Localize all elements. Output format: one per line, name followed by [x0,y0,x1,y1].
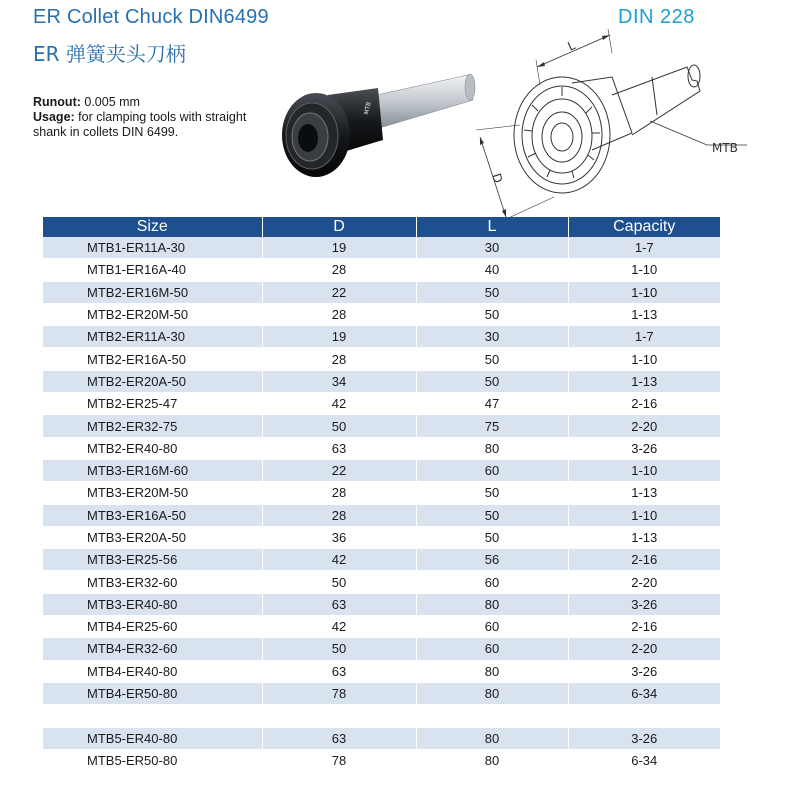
dimension-d-label: D [489,171,506,185]
cell-size: MTB3-ER40-80 [43,593,262,615]
cell-d: 63 [262,727,416,749]
cell-size: MTB2-ER16A-50 [43,348,262,370]
cell-d: 50 [262,415,416,437]
product-photo [268,60,483,195]
cell-l: 75 [416,415,568,437]
cell-l: 30 [416,237,568,259]
cell-size: MTB4-ER32-60 [43,638,262,660]
table-row [43,727,720,749]
table-row [43,571,720,593]
table-row [43,705,720,727]
cell-d: 50 [262,571,416,593]
usage-value: for clamping tools with straight shank in collets DIN 6499. [33,110,247,139]
cell-capacity: 1-10 [568,459,720,481]
cell-l: 40 [416,259,568,281]
cell-d: 78 [262,682,416,704]
cell-l: 50 [416,526,568,548]
cell-capacity: 3-26 [568,437,720,459]
usage-label: Usage: [33,110,75,124]
page-title: ER Collet Chuck DIN6499 [33,6,269,28]
table-row [43,682,720,704]
column-header-capacity: Capacity [568,217,720,237]
cell-size: MTB4-ER50-80 [43,682,262,704]
cell-d: 78 [262,749,416,771]
cell-capacity: 3-26 [568,660,720,682]
cell-d: 28 [262,259,416,281]
cell-l: 50 [416,303,568,325]
cell-capacity: 1-13 [568,370,720,392]
table-row [43,504,720,526]
table-row [43,593,720,615]
cell-capacity: 2-16 [568,549,720,571]
cell-d: 28 [262,504,416,526]
cell-d: 22 [262,281,416,303]
cell-capacity: 1-10 [568,348,720,370]
cell-d: 28 [262,303,416,325]
cell-d: 63 [262,660,416,682]
cell-d: 42 [262,549,416,571]
cell-l: 80 [416,749,568,771]
table-row [43,326,720,348]
cell-l: 80 [416,682,568,704]
cell-capacity: 3-26 [568,727,720,749]
cell-d: 28 [262,348,416,370]
cell-size: MTB2-ER32-75 [43,415,262,437]
cell-size: MTB3-ER32-60 [43,571,262,593]
table-row [43,459,720,481]
cell-size: MTB3-ER16M-60 [43,459,262,481]
cell-size: MTB2-ER20M-50 [43,303,262,325]
svg-text:MTB: MTB [363,101,373,116]
cell-l: 47 [416,393,568,415]
cell-d: 28 [262,482,416,504]
cell-d: 63 [262,437,416,459]
cell-d [262,705,416,727]
cell-d: 50 [262,638,416,660]
cell-d: 34 [262,370,416,392]
table-row [43,281,720,303]
spec-block [33,95,263,140]
cell-l: 60 [416,571,568,593]
table-body [43,237,720,772]
table-row [43,415,720,437]
cell-size: MTB2-ER25-47 [43,393,262,415]
table-header-row [43,217,720,237]
table-row [43,616,720,638]
cell-capacity: 1-13 [568,526,720,548]
cell-capacity [568,705,720,727]
table-row [43,303,720,325]
table-row [43,549,720,571]
cell-l: 60 [416,616,568,638]
cell-capacity: 1-13 [568,303,720,325]
table-row [43,437,720,459]
cell-capacity: 6-34 [568,749,720,771]
cell-size: MTB3-ER20M-50 [43,482,262,504]
table-row [43,348,720,370]
cell-l: 50 [416,281,568,303]
cell-l: 60 [416,638,568,660]
cell-size: MTB2-ER20A-50 [43,370,262,392]
cell-l: 60 [416,459,568,481]
cell-capacity: 1-13 [568,482,720,504]
cell-d: 42 [262,393,416,415]
cell-l: 50 [416,482,568,504]
cell-d: 22 [262,459,416,481]
table-row [43,638,720,660]
cell-size: MTB2-ER16M-50 [43,281,262,303]
cell-capacity: 3-26 [568,593,720,615]
column-header-d: D [262,217,416,237]
cell-size: MTB3-ER25-56 [43,549,262,571]
cell-l: 50 [416,348,568,370]
cell-capacity: 2-16 [568,616,720,638]
cell-l [416,705,568,727]
cell-size: MTB2-ER40-80 [43,437,262,459]
column-header-size: Size [43,217,262,237]
cell-capacity: 1-10 [568,259,720,281]
table-row [43,482,720,504]
dimension-l-label: L [565,38,578,54]
cell-size: MTB4-ER25-60 [43,616,262,638]
cell-size [43,705,262,727]
cell-size: MTB1-ER11A-30 [43,237,262,259]
cell-d: 36 [262,526,416,548]
dimension-drawing [462,25,762,225]
cell-l: 30 [416,326,568,348]
table-row [43,660,720,682]
cell-size: MTB4-ER40-80 [43,660,262,682]
cell-d: 63 [262,593,416,615]
cell-l: 56 [416,549,568,571]
cell-capacity: 1-7 [568,237,720,259]
cell-l: 50 [416,370,568,392]
cell-d: 19 [262,237,416,259]
cell-l: 80 [416,437,568,459]
cell-size: MTB5-ER40-80 [43,727,262,749]
cell-capacity: 1-10 [568,281,720,303]
spec-table [43,217,720,772]
callout-label: MTB [712,141,738,155]
cell-size: MTB1-ER16A-40 [43,259,262,281]
runout-label: Runout: [33,95,81,109]
cell-d: 19 [262,326,416,348]
table-row [43,370,720,392]
cell-size: MTB3-ER16A-50 [43,504,262,526]
cell-capacity: 2-20 [568,571,720,593]
cell-capacity: 2-20 [568,415,720,437]
cell-capacity: 1-7 [568,326,720,348]
cell-l: 80 [416,727,568,749]
cell-size: MTB3-ER20A-50 [43,526,262,548]
cell-l: 80 [416,593,568,615]
cell-capacity: 1-10 [568,504,720,526]
cell-capacity: 2-20 [568,638,720,660]
page-title-chinese: ER 弹簧夹头刀柄 [33,42,186,66]
table-row [43,749,720,771]
table-row [43,259,720,281]
cell-capacity: 6-34 [568,682,720,704]
cell-size: MTB2-ER11A-30 [43,326,262,348]
runout-value: 0.005 mm [80,95,140,109]
cell-d: 42 [262,616,416,638]
cell-size: MTB5-ER50-80 [43,749,262,771]
cell-l: 50 [416,504,568,526]
table-row [43,393,720,415]
table-row [43,526,720,548]
cell-l: 80 [416,660,568,682]
standard-label: DIN 228 [618,6,695,28]
table-row [43,237,720,259]
column-header-l: L [416,217,568,237]
cell-capacity: 2-16 [568,393,720,415]
